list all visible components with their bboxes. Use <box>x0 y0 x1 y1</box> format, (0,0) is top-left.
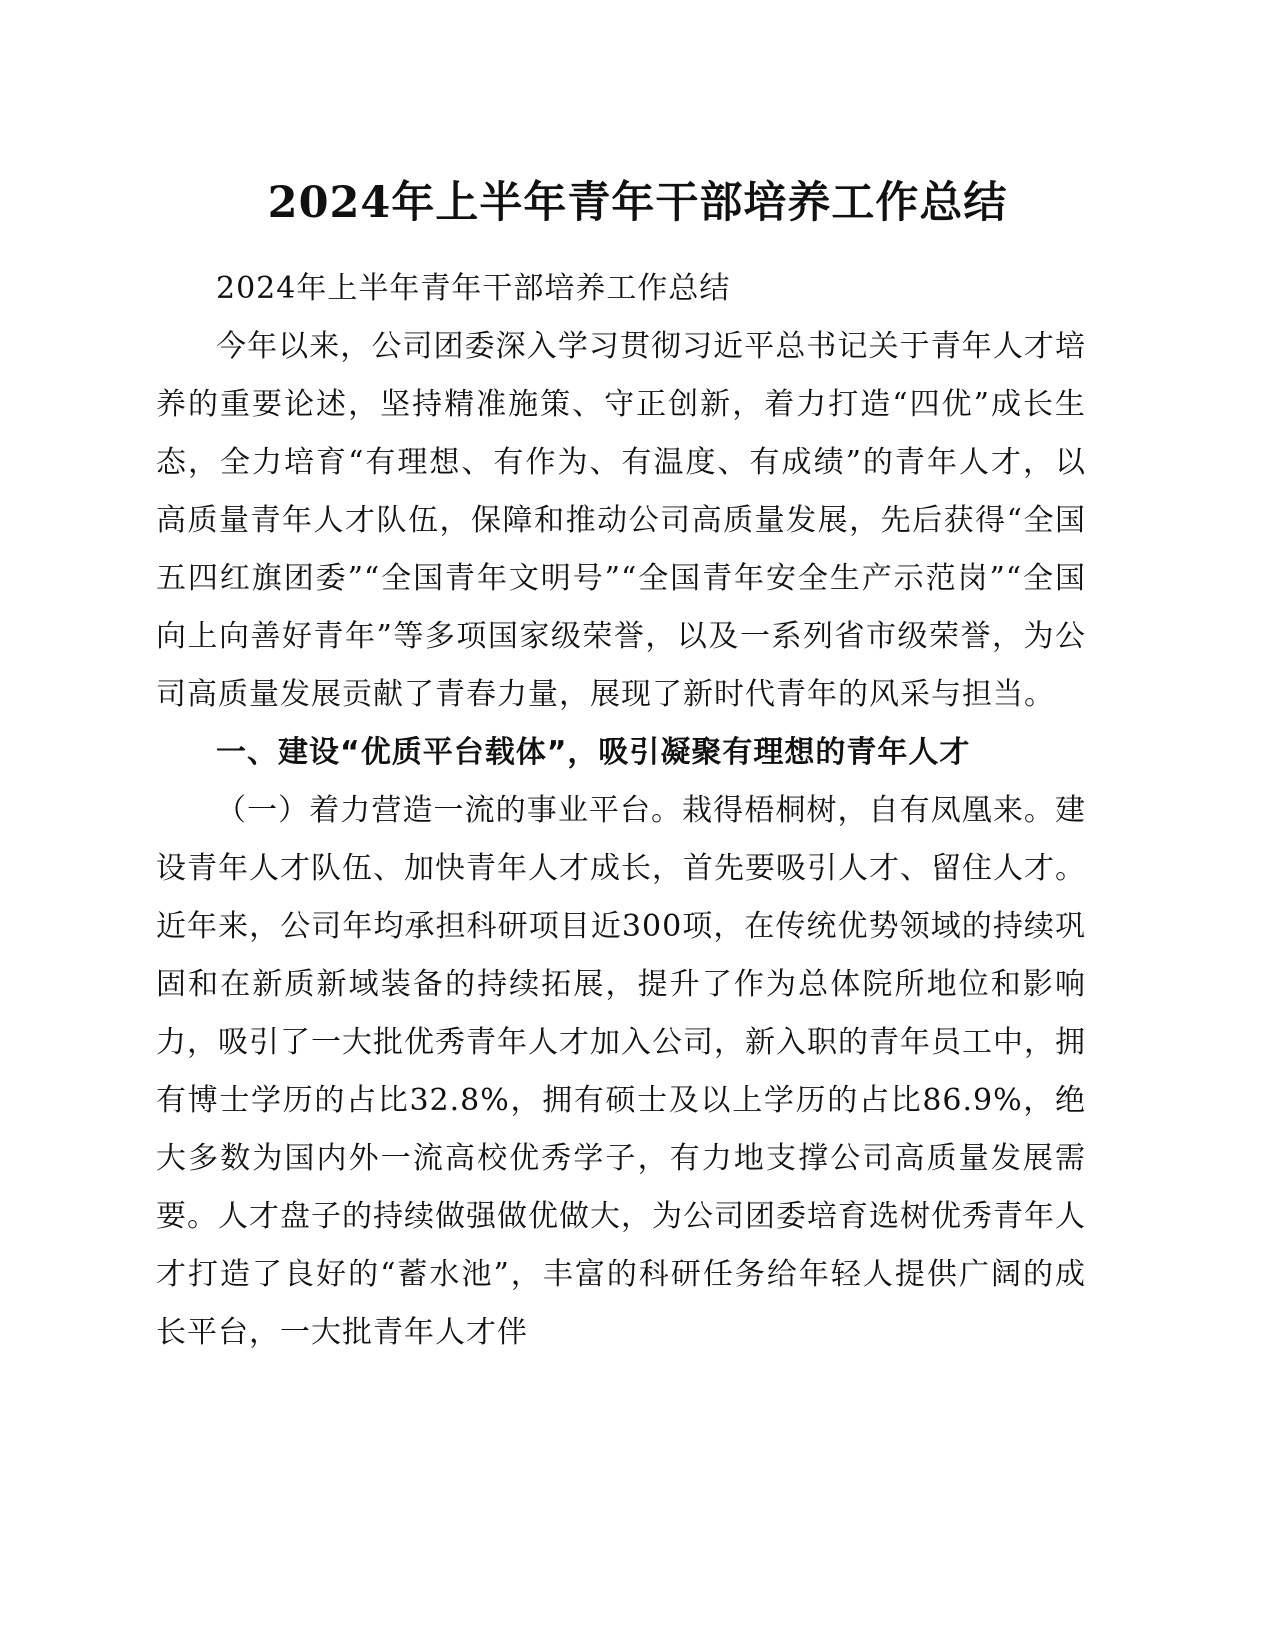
subsection-paragraph: （一）着力营造一流的事业平台。栽得梧桐树，自有凤凰来。建设青年人才队伍、加快青年人才成长，首先要吸引人才、留住人才。近年来，公司年均承担科研项目近300项，在传统优势领域的持续巩固和在新质新域装备的持续拓展，提升了作为总体院所地位和影响力，吸引了一大批优秀青年人才加入公司，新入职的青年员工中，拥有博士学历的占比32.8%，拥有硕士及以上学历的占比86.9%，绝大多数为国内外一流高校优秀学子，有力地支撑公司高质量发展需要。人才盘子的持续做强做优做大，为公司团委培育选树优秀青年人才打造了良好的“蓄水池”，丰富的科研任务给年轻人提供广阔的成长平台，一大批青年人才伴 <box>156 793 1086 1350</box>
intro-paragraph: 今年以来，公司团委深入学习贯彻习近平总书记关于青年人才培养的重要论述，坚持精准施策、守正创新，着力打造“四优”成长生态，全力培育“有理想、有作为、有温度、有成绩”的青年人才，以高质量青年人才队伍，保障和推动公司高质量发展，先后获得“全国五四红旗团委”“全国青年文明号”“全国青年安全生产示范岗”“全国向上向善好青年”等多项国家级荣誉，以及一系列省市级荣誉，为公司高质量发展贡献了青春力量，展现了新时代青年的风采与担当。 <box>156 329 1086 712</box>
section-heading: 一、建设“优质平台载体”，吸引凝聚有理想的青年人才 <box>216 735 971 770</box>
subtitle-paragraph: 2024年上半年青年干部培养工作总结 <box>216 271 731 306</box>
document-body <box>156 260 1086 1362</box>
document-title: 2024年上半年青年干部培养工作总结 <box>267 178 1008 228</box>
